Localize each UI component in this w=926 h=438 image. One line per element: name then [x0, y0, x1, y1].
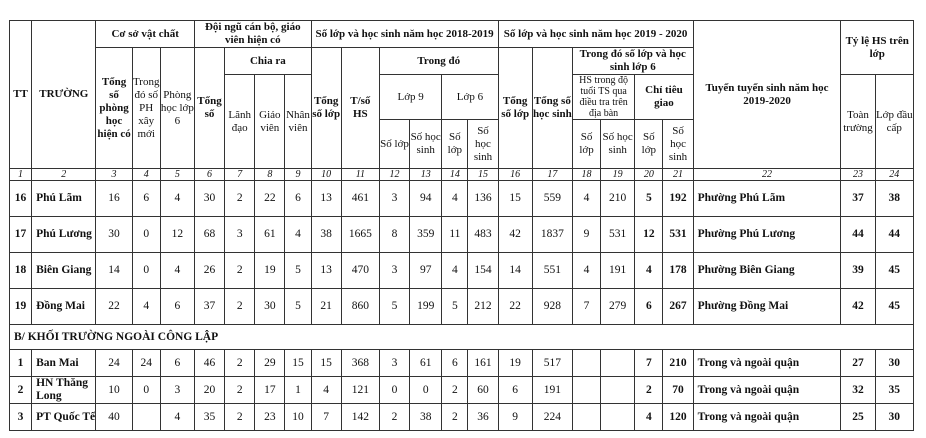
cell-c13: 359	[410, 217, 442, 253]
cell-c6: 68	[194, 217, 224, 253]
cell-c11: 142	[341, 404, 379, 431]
header-so-lop-ts: Số lớp	[572, 120, 600, 169]
cell-c14: 4	[442, 253, 468, 289]
cell-c12: 3	[379, 181, 409, 217]
header-tuyen-sinh: Tuyển tuyển sinh năm học 2019-2020	[693, 21, 841, 169]
header-so-hs-ts: Số học sinh	[601, 120, 635, 169]
cell-c7: 2	[225, 404, 255, 431]
cell-c10: 15	[311, 350, 341, 377]
cell-tt: 16	[10, 181, 32, 217]
cell-c7: 2	[225, 181, 255, 217]
cell-c15: 161	[468, 350, 498, 377]
cell-c15: 60	[468, 377, 498, 404]
cell-c23: 27	[841, 350, 875, 377]
cell-c10: 13	[311, 253, 341, 289]
cell-c10: 13	[311, 181, 341, 217]
cell-c5: 3	[160, 377, 194, 404]
col-num: 3	[96, 169, 132, 181]
cell-c23: 32	[841, 377, 875, 404]
cell-c15: 136	[468, 181, 498, 217]
cell-c20: 7	[635, 350, 663, 377]
cell-c7: 3	[225, 217, 255, 253]
cell-c14: 6	[442, 350, 468, 377]
header-trong-do-lop6: Trong đó số lớp và học sinh lớp 6	[572, 48, 693, 75]
table-row	[10, 253, 914, 289]
cell-c21: 267	[663, 289, 693, 325]
cell-tt: 1	[10, 350, 32, 377]
header-toan-truong: Toàn trường	[841, 75, 875, 169]
cell-c18	[572, 404, 600, 431]
col-num: 4	[132, 169, 160, 181]
header-so-lop-9: Số lớp	[379, 120, 409, 169]
cell-c4: 24	[132, 350, 160, 377]
cell-c21: 120	[663, 404, 693, 431]
cell-c22: Phường Biên Giang	[693, 253, 841, 289]
cell-c15: 483	[468, 217, 498, 253]
cell-c13: 199	[410, 289, 442, 325]
cell-c5: 12	[160, 217, 194, 253]
col-num: 8	[255, 169, 285, 181]
header-so-lop-1920: Số lớp và học sinh năm học 2019 - 2020	[498, 21, 693, 48]
cell-c9: 5	[285, 289, 311, 325]
cell-c22: Phường Đồng Mai	[693, 289, 841, 325]
cell-name: Biên Giang	[32, 253, 96, 289]
cell-c16: 15	[498, 181, 532, 217]
cell-c23: 25	[841, 404, 875, 431]
cell-c4	[132, 404, 160, 431]
header-tong-so-hs: Tổng số học sinh	[532, 48, 572, 169]
cell-c23: 39	[841, 253, 875, 289]
cell-c6: 37	[194, 289, 224, 325]
cell-c13: 38	[410, 404, 442, 431]
header-nhan-vien: Nhân viên	[285, 75, 311, 169]
cell-c20: 4	[635, 253, 663, 289]
cell-name: Phú Lãm	[32, 181, 96, 217]
cell-c6: 35	[194, 404, 224, 431]
cell-c17: 928	[532, 289, 572, 325]
header-giao-vien: Giáo viên	[255, 75, 285, 169]
header-tong-so-phong: Tổng số phòng học hiện có	[96, 48, 132, 169]
cell-c14: 2	[442, 404, 468, 431]
cell-c12: 3	[379, 350, 409, 377]
cell-c24: 30	[875, 404, 913, 431]
col-num: 5	[160, 169, 194, 181]
cell-c17: 191	[532, 377, 572, 404]
cell-c8: 23	[255, 404, 285, 431]
col-num: 2	[32, 169, 96, 181]
cell-c16: 19	[498, 350, 532, 377]
col-num: 16	[498, 169, 532, 181]
enrollment-table	[9, 20, 914, 431]
header-ty-le: Tỷ lệ HS trên lớp	[841, 21, 914, 75]
cell-c18: 4	[572, 253, 600, 289]
cell-c14: 4	[442, 181, 468, 217]
cell-c5: 4	[160, 404, 194, 431]
cell-c22: Trong và ngoài quận	[693, 404, 841, 431]
table-row	[10, 181, 914, 217]
cell-c8: 61	[255, 217, 285, 253]
header-trong-do: Trong đó	[379, 48, 498, 75]
cell-c12: 5	[379, 289, 409, 325]
cell-c3: 14	[96, 253, 132, 289]
cell-c22: Trong và ngoài quận	[693, 350, 841, 377]
cell-c11: 860	[341, 289, 379, 325]
cell-c6: 20	[194, 377, 224, 404]
cell-tt: 2	[10, 377, 32, 404]
cell-name: Đồng Mai	[32, 289, 96, 325]
cell-c3: 40	[96, 404, 132, 431]
cell-tt: 17	[10, 217, 32, 253]
col-num: 24	[875, 169, 913, 181]
cell-c20: 5	[635, 181, 663, 217]
cell-c20: 2	[635, 377, 663, 404]
cell-c9: 6	[285, 181, 311, 217]
col-num: 13	[410, 169, 442, 181]
cell-c6: 26	[194, 253, 224, 289]
header-ts-hs: T/số HS	[341, 48, 379, 169]
cell-c12: 8	[379, 217, 409, 253]
header-lop-dau-cap: Lớp đầu cấp	[875, 75, 913, 169]
cell-c17: 559	[532, 181, 572, 217]
cell-c24: 38	[875, 181, 913, 217]
header-chi-tieu-giao: Chỉ tiêu giao	[635, 75, 693, 120]
header-phong-lop6: Phòng học lớp 6	[160, 48, 194, 169]
cell-c10: 7	[311, 404, 341, 431]
cell-c6: 46	[194, 350, 224, 377]
col-num: 1	[10, 169, 32, 181]
cell-c22: Trong và ngoài quận	[693, 377, 841, 404]
cell-c24: 45	[875, 253, 913, 289]
cell-c9: 1	[285, 377, 311, 404]
header-chia-ra: Chia ra	[225, 48, 311, 75]
col-num: 22	[693, 169, 841, 181]
cell-c24: 44	[875, 217, 913, 253]
col-num: 11	[341, 169, 379, 181]
column-number-row	[10, 169, 914, 181]
cell-c19: 191	[601, 253, 635, 289]
cell-c22: Phường Phú Lương	[693, 217, 841, 253]
cell-c22: Phường Phú Lãm	[693, 181, 841, 217]
cell-c5: 4	[160, 181, 194, 217]
cell-c4: 0	[132, 253, 160, 289]
cell-c20: 12	[635, 217, 663, 253]
cell-c4: 6	[132, 181, 160, 217]
cell-c7: 2	[225, 253, 255, 289]
table-row	[10, 350, 914, 377]
cell-name: Phú Lương	[32, 217, 96, 253]
cell-c19: 279	[601, 289, 635, 325]
cell-c23: 42	[841, 289, 875, 325]
cell-c11: 368	[341, 350, 379, 377]
header-lop9: Lớp 9	[379, 75, 441, 120]
cell-c5: 6	[160, 350, 194, 377]
cell-c15: 212	[468, 289, 498, 325]
header-tong-so-lop: Tổng số lớp	[311, 48, 341, 169]
header-so-lop-6: Số lớp	[442, 120, 468, 169]
cell-c19	[601, 350, 635, 377]
cell-c15: 154	[468, 253, 498, 289]
cell-c18: 9	[572, 217, 600, 253]
cell-c4: 0	[132, 217, 160, 253]
header-doi-ngu: Đội ngũ cán bộ, giáo viên hiện có	[194, 21, 311, 48]
section-b-row	[10, 325, 914, 350]
col-num: 9	[285, 169, 311, 181]
header-hs-trong-do-tuoi: HS trong độ tuổi TS qua điều tra trên địa bàn	[572, 75, 634, 120]
cell-c15: 36	[468, 404, 498, 431]
cell-c19	[601, 377, 635, 404]
cell-c3: 22	[96, 289, 132, 325]
cell-name: HN Thăng Long	[32, 377, 96, 404]
cell-c18	[572, 350, 600, 377]
cell-c9: 4	[285, 217, 311, 253]
cell-c11: 470	[341, 253, 379, 289]
cell-c10: 38	[311, 217, 341, 253]
cell-c6: 30	[194, 181, 224, 217]
cell-c17: 551	[532, 253, 572, 289]
cell-c18: 7	[572, 289, 600, 325]
cell-c10: 4	[311, 377, 341, 404]
header-co-so: Cơ sở vật chất	[96, 21, 195, 48]
cell-name: Ban Mai	[32, 350, 96, 377]
col-num: 15	[468, 169, 498, 181]
cell-c12: 2	[379, 404, 409, 431]
table-row	[10, 377, 914, 404]
header-so-lop-1819: Số lớp và học sinh năm học 2018-2019	[311, 21, 498, 48]
cell-c4: 4	[132, 289, 160, 325]
cell-c11: 121	[341, 377, 379, 404]
cell-c7: 2	[225, 289, 255, 325]
col-num: 23	[841, 169, 875, 181]
cell-c21: 531	[663, 217, 693, 253]
cell-c21: 70	[663, 377, 693, 404]
cell-c3: 10	[96, 377, 132, 404]
cell-c14: 2	[442, 377, 468, 404]
cell-c11: 461	[341, 181, 379, 217]
cell-name: PT Quốc Tế	[32, 404, 96, 431]
cell-c8: 19	[255, 253, 285, 289]
cell-c20: 4	[635, 404, 663, 431]
cell-c14: 11	[442, 217, 468, 253]
cell-c17: 224	[532, 404, 572, 431]
col-num: 18	[572, 169, 600, 181]
cell-c19: 210	[601, 181, 635, 217]
cell-c8: 29	[255, 350, 285, 377]
col-num: 17	[532, 169, 572, 181]
header-tt: TT	[10, 21, 32, 169]
cell-c11: 1665	[341, 217, 379, 253]
cell-c17: 1837	[532, 217, 572, 253]
cell-tt: 19	[10, 289, 32, 325]
col-num: 7	[225, 169, 255, 181]
cell-c19	[601, 404, 635, 431]
cell-c13: 94	[410, 181, 442, 217]
col-num: 21	[663, 169, 693, 181]
header-trong-do-ph: Trong đó số PH xây mới	[132, 48, 160, 169]
table-row	[10, 217, 914, 253]
cell-c5: 6	[160, 289, 194, 325]
cell-c18	[572, 377, 600, 404]
cell-c18: 4	[572, 181, 600, 217]
col-num: 10	[311, 169, 341, 181]
cell-c14: 5	[442, 289, 468, 325]
header-so-hs-6: Số học sinh	[468, 120, 498, 169]
cell-c17: 517	[532, 350, 572, 377]
cell-c21: 210	[663, 350, 693, 377]
cell-c21: 178	[663, 253, 693, 289]
cell-c8: 17	[255, 377, 285, 404]
cell-tt: 3	[10, 404, 32, 431]
header-lanh-dao: Lãnh đạo	[225, 75, 255, 169]
section-b-title: B/ KHỐI TRƯỜNG NGOÀI CÔNG LẬP	[10, 325, 914, 350]
header-truong: TRƯỜNG	[32, 21, 96, 169]
header-tong-so: Tổng số	[194, 48, 224, 169]
header-so-hs-9: Số học sinh	[410, 120, 442, 169]
header-tong-so-lop-2: Tổng số lớp	[498, 48, 532, 169]
cell-c13: 0	[410, 377, 442, 404]
col-num: 6	[194, 169, 224, 181]
cell-c8: 30	[255, 289, 285, 325]
table-row	[10, 404, 914, 431]
cell-c3: 24	[96, 350, 132, 377]
cell-tt: 18	[10, 253, 32, 289]
cell-c12: 0	[379, 377, 409, 404]
cell-c24: 35	[875, 377, 913, 404]
cell-c13: 61	[410, 350, 442, 377]
cell-c5: 4	[160, 253, 194, 289]
cell-c3: 30	[96, 217, 132, 253]
col-num: 20	[635, 169, 663, 181]
col-num: 14	[442, 169, 468, 181]
cell-c16: 42	[498, 217, 532, 253]
cell-c19: 531	[601, 217, 635, 253]
cell-c16: 6	[498, 377, 532, 404]
cell-c23: 44	[841, 217, 875, 253]
cell-c12: 3	[379, 253, 409, 289]
cell-c23: 37	[841, 181, 875, 217]
cell-c20: 6	[635, 289, 663, 325]
cell-c24: 30	[875, 350, 913, 377]
table-row	[10, 289, 914, 325]
cell-c3: 16	[96, 181, 132, 217]
header-lop6: Lớp 6	[442, 75, 498, 120]
cell-c16: 14	[498, 253, 532, 289]
cell-c4: 0	[132, 377, 160, 404]
header-so-lop-ct: Số lớp	[635, 120, 663, 169]
col-num: 19	[601, 169, 635, 181]
cell-c13: 97	[410, 253, 442, 289]
cell-c9: 5	[285, 253, 311, 289]
cell-c7: 2	[225, 350, 255, 377]
cell-c9: 15	[285, 350, 311, 377]
col-num: 12	[379, 169, 409, 181]
cell-c7: 2	[225, 377, 255, 404]
cell-c21: 192	[663, 181, 693, 217]
cell-c10: 21	[311, 289, 341, 325]
cell-c9: 10	[285, 404, 311, 431]
header-so-hs-ct: Số học sinh	[663, 120, 693, 169]
cell-c8: 22	[255, 181, 285, 217]
cell-c16: 22	[498, 289, 532, 325]
cell-c16: 9	[498, 404, 532, 431]
cell-c24: 45	[875, 289, 913, 325]
